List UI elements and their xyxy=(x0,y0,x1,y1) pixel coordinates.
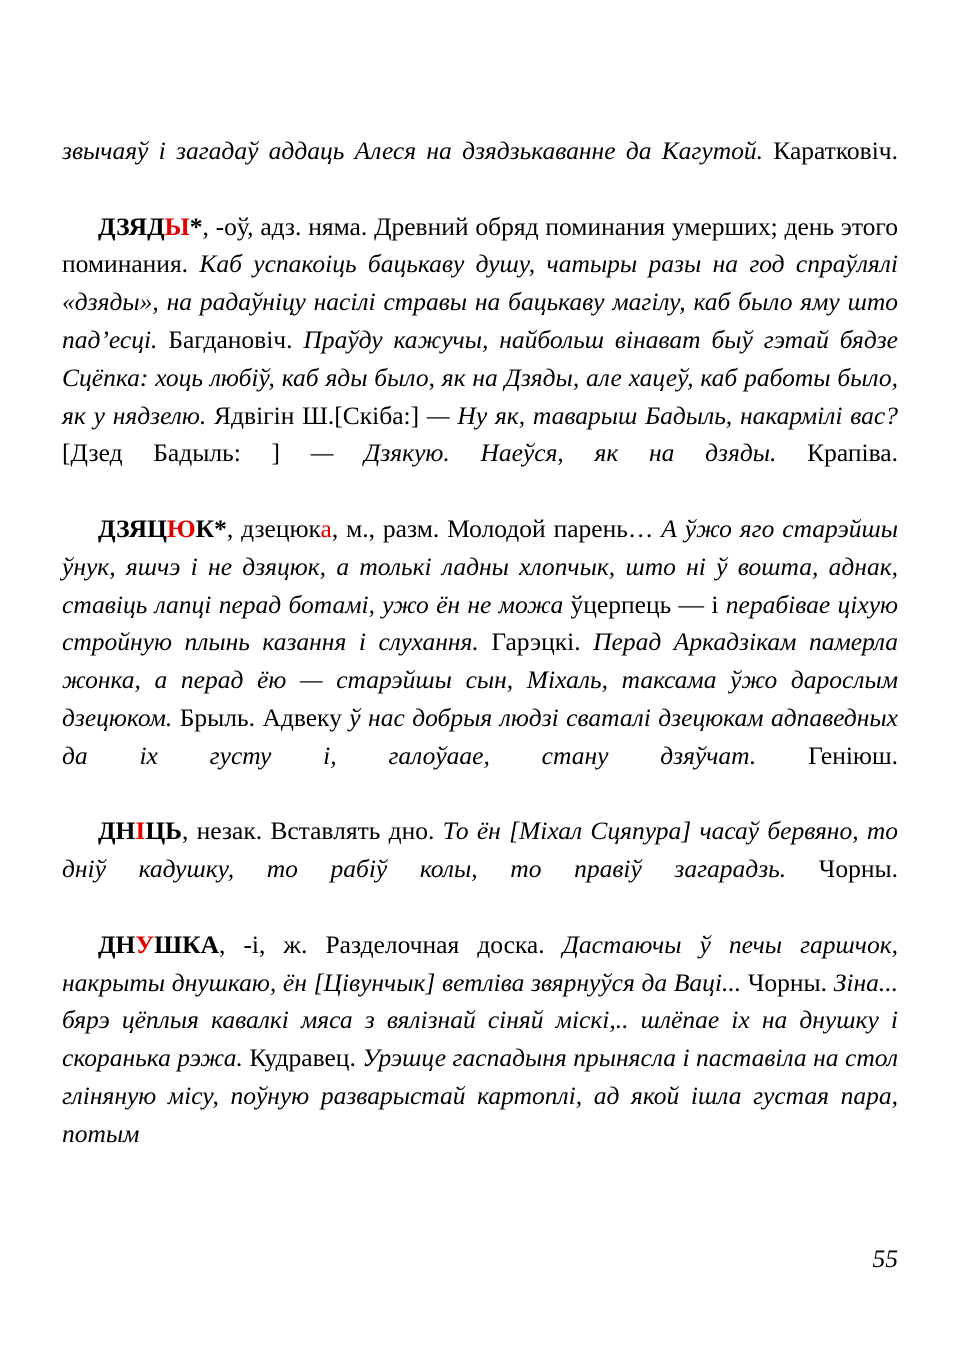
citation-3: Урэшце гаспадыня прынясла і паставіла на стол гліняную місу, поўную разварыстай картоплі, ад якой ішла густая пара, потым xyxy=(62,1043,899,1148)
dictionary-entry-dnic xyxy=(62,812,898,925)
headword-part-before: ДН xyxy=(98,929,136,959)
grammar-and-definition: , м., разм. Молодой парень… xyxy=(331,513,662,543)
citation-4: — Дзякую. Наеўся, як на дзяды. xyxy=(310,438,777,468)
citation-3: — Ну як, таварыш Бадыль, накармілі вас? xyxy=(426,400,898,430)
citation-speaker-bracket: [Дзед Бадыль: ] xyxy=(62,438,311,468)
inflection-part-before: , дзецюк xyxy=(226,513,321,543)
headword-part-before: ДЗЯД xyxy=(98,211,165,241)
text-column xyxy=(62,132,898,1190)
citation-source-2: Кудравец. xyxy=(242,1043,363,1073)
headword-dziaciuk xyxy=(98,514,227,543)
citation-1: Каб успакоіць бацькаву душу, чатыры разы на год спраўлялі «дзяды», на радаўніцу насілі стравы на бацькаву магілу, каб было яму што пад’есці. xyxy=(62,249,898,354)
headword-part-before: ДН xyxy=(98,816,136,846)
asterisk-marker: * xyxy=(214,513,227,543)
inflection-form xyxy=(227,514,332,543)
citation-text: звычаяў і загадаў аддаць Алеся на дзядзькаванне да Кагутой. xyxy=(62,136,763,165)
citation-2: Зіна... бярэ цёплыя кавалкі мяса з вялізнай сіняй міскі,.. шлёпае іх на днушку і скоранька рэжа. xyxy=(62,967,898,1073)
citation-source-2: Брыль. Адвеку xyxy=(172,702,350,732)
dictionary-entry-dziaciuk xyxy=(62,510,898,812)
citation-source-2: Ядвігін Ш.[Скіба:] xyxy=(206,400,427,430)
headword-part-after: ЦЬ xyxy=(145,816,183,846)
stressed-letter: Ю xyxy=(166,513,196,543)
citation-4: ў нас добрыя людзі сваталі дзецюкам адпаведных да іх густу і, галоўаае, стану дзяўчат. xyxy=(62,702,898,770)
citation-1: То ён [Міхал Сцяпура] часаў бервяно, то дніў кадушку, то рабіў колы, то правіў загарадзь. xyxy=(62,816,898,884)
inflection-stressed-letter: а xyxy=(320,513,332,543)
citation-source-1: Багдановіч. xyxy=(157,324,304,354)
asterisk-marker: * xyxy=(189,211,203,241)
citation-source: Каратковіч. xyxy=(763,136,898,165)
citation-source-1: Чорны. xyxy=(786,854,898,884)
citation-2: перабівае ціхую стройную плынь казання і слухання. xyxy=(62,589,898,657)
grammar-and-definition: , -і, ж. Разделочная доска. xyxy=(219,929,563,959)
citation-2: Праўду кажучы, найбольш вінават быў гэтай бядзе Сцёпка: хоць любіў, каб яды было, як на Дзяды, але хацеў, каб работы было, як у нядзелю. xyxy=(62,324,898,430)
grammar-and-definition: , -оў, адз. няма. Древний обряд поминания умерших; день этого поминания. xyxy=(62,211,898,279)
paragraph-carryover xyxy=(62,132,898,208)
citation-source-3: Геніюш. xyxy=(756,740,898,770)
headword-dziady xyxy=(98,212,202,241)
dictionary-entry-dziady xyxy=(62,208,898,510)
page-number: 55 xyxy=(872,1244,898,1273)
headword-part-after: К xyxy=(195,513,215,543)
stressed-letter: І xyxy=(135,816,146,846)
headword-part-before: ДЗЯЦ xyxy=(98,513,167,543)
headword-dnic xyxy=(98,816,182,845)
citation-source-3: Крапіва. xyxy=(776,438,898,468)
stressed-letter: У xyxy=(135,929,155,959)
grammar-and-definition: , незак. Вставлять дно. xyxy=(182,816,443,846)
headword-part-after: ШКА xyxy=(154,929,220,959)
headword-dnushka xyxy=(98,930,219,959)
citation-source-1: Чорны. xyxy=(741,967,834,997)
citation-3: Перад Аркадзікам памерла жонка, а перад ёю — старэйшы сын, Міхаль, таксама ўжо дарослым дзецюком. xyxy=(62,627,898,732)
citation-source-1: Гарэцкі. xyxy=(478,627,594,657)
citation-1: Дастаючы ў печы гаршчок, накрыты днушкаю, ён [Цівунчык] ветліва звярнуўся да Ваці... xyxy=(62,929,898,997)
citation-1: А ўжо яго старэйшы ўнук, яшчэ і не дзяцюк, а толькі ладны хлопчык, што ні ў вошта, аднак, ставіць лапці перад ботамі, ужо ён не можа xyxy=(62,513,898,619)
dictionary-entry-dnushka xyxy=(62,926,898,1191)
stressed-letter: Ы xyxy=(164,211,190,241)
citation-interjection-1: ўцерпець — і xyxy=(563,589,726,619)
